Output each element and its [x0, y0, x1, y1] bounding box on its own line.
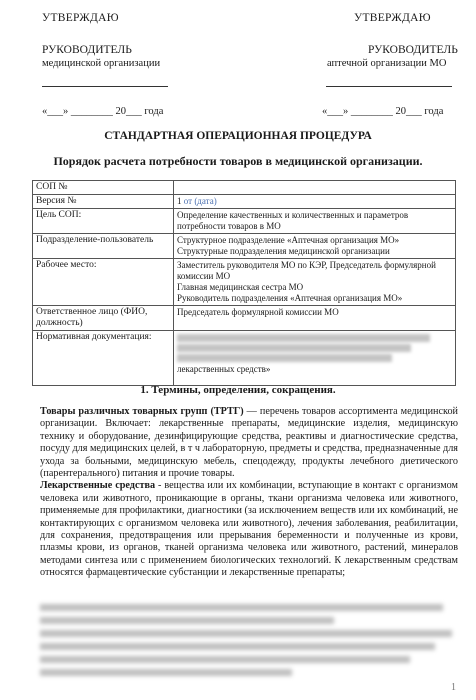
department-label: Подразделение-пользователь	[33, 234, 174, 259]
table-row	[33, 209, 456, 234]
norm-docs-value	[174, 331, 456, 386]
version-value	[174, 195, 456, 209]
version-date-note: от (дата)	[183, 196, 217, 206]
approve-right-role: РУКОВОДИТЕЛЬ	[368, 44, 458, 56]
approve-left-role: РУКОВОДИТЕЛЬ	[42, 44, 132, 56]
department-value	[174, 234, 456, 259]
term-definition: — перечень товаров ассортимента медицинской организации. Включает: лекарственные препараты, медицинские изделия, медицинскую технику и оборудование, дезинфицирующие средства, реактивы и диагностические средства, посуду для медицинских целей, в т ч лабораторную, предметы и средства, предназначенные для ухода за больными, медицинскую мебель, спецодежду, продукты лечебного диетического (парентерального) питания и прочие товары.	[40, 406, 458, 480]
workplace-value	[174, 259, 456, 306]
responsible-label: Ответственное лицо (ФИО, должность)	[33, 306, 174, 331]
sop-number-label: СОП №	[33, 181, 174, 195]
table-row	[33, 259, 456, 306]
table-row	[33, 195, 456, 209]
section-1-heading: 1. Термины, определения, сокращения.	[140, 384, 336, 396]
table-row	[33, 234, 456, 259]
document-title: СТАНДАРТНАЯ ОПЕРАЦИОННАЯ ПРОЦЕДУРА	[104, 130, 372, 142]
table-row	[33, 331, 456, 386]
redacted-text	[177, 344, 411, 352]
norm-docs-label: Нормативная документация:	[33, 331, 174, 386]
approve-right-org: аптечной организации МО	[327, 58, 447, 69]
term-name: Товары различных товарных групп (ТРТГ)	[40, 406, 244, 417]
workplace-value-line: Главная медицинская сестра МО	[177, 282, 304, 292]
redacted-text	[40, 669, 292, 676]
approve-right-date: «___» ________ 20___ года	[322, 106, 444, 117]
page-number: 1	[451, 682, 456, 693]
version-number: 1	[177, 196, 182, 206]
redacted-text	[40, 604, 443, 611]
term-name: Лекарственные средства	[40, 480, 156, 492]
department-value-line: Структурные подразделения медицинской организации	[177, 246, 390, 256]
redacted-text	[40, 643, 435, 650]
version-label: Версия №	[33, 195, 174, 209]
document-subtitle: Порядок расчета потребности товаров в медицинской организации.	[53, 154, 423, 168]
approve-left-signature-line	[42, 86, 168, 87]
term-paragraph	[40, 480, 458, 579]
responsible-value: Председатель формулярной комиссии МО	[174, 306, 456, 331]
table-row	[33, 181, 456, 195]
department-value-line: Структурное подразделение «Аптечная организация МО»	[177, 235, 400, 245]
redacted-text	[40, 630, 452, 637]
redacted-text	[40, 617, 334, 624]
norm-docs-tail: лекарственных средств»	[177, 364, 271, 374]
workplace-value-line: Заместитель руководителя МО по КЭР, Председатель формулярной комиссии МО	[177, 260, 436, 281]
approve-left-org: медицинской организации	[42, 58, 161, 69]
table-row	[33, 306, 456, 331]
workplace-value-line: Руководитель подразделения «Аптечная организация МО»	[177, 293, 403, 303]
goal-value: Определение качественных и количественных и параметров потребности товаров в МО	[174, 209, 456, 234]
approve-left-date: «___» ________ 20___ года	[42, 106, 164, 117]
redacted-text	[177, 334, 430, 342]
redacted-text	[177, 354, 392, 362]
workplace-label: Рабочее место:	[33, 259, 174, 306]
goal-label: Цель СОП:	[33, 209, 174, 234]
approve-right-signature-line	[326, 86, 452, 87]
term-paragraph	[40, 406, 458, 480]
redacted-text	[40, 656, 410, 663]
terms-body	[40, 406, 458, 580]
sop-number-value	[174, 181, 456, 195]
approve-left-title: УТВЕРЖДАЮ	[42, 12, 119, 24]
term-definition: - вещества или их комбинации, вступающие в контакт с организмом человека или животного, проникающие в органы, ткани организма человека или животного, применяемые для профилактики, диагностики (за исключением веществ или их комбинаций, не контактирующих с организмом человека или животного), лечения заболевания, реабилитации, для сохранения, предотвращения или прерывания беременности и полученные из крови, плазмы крови, из органов, тканей организма человека или животного, растений, минералов методами синтеза или с применением биологических технологий. К лекарственным средствам относятся фармацевтические субстанции и лекарственные препараты;	[40, 480, 458, 579]
redacted-paragraphs	[40, 604, 460, 682]
approve-right-title: УТВЕРЖДАЮ	[354, 12, 431, 24]
sop-meta-table	[32, 180, 456, 386]
